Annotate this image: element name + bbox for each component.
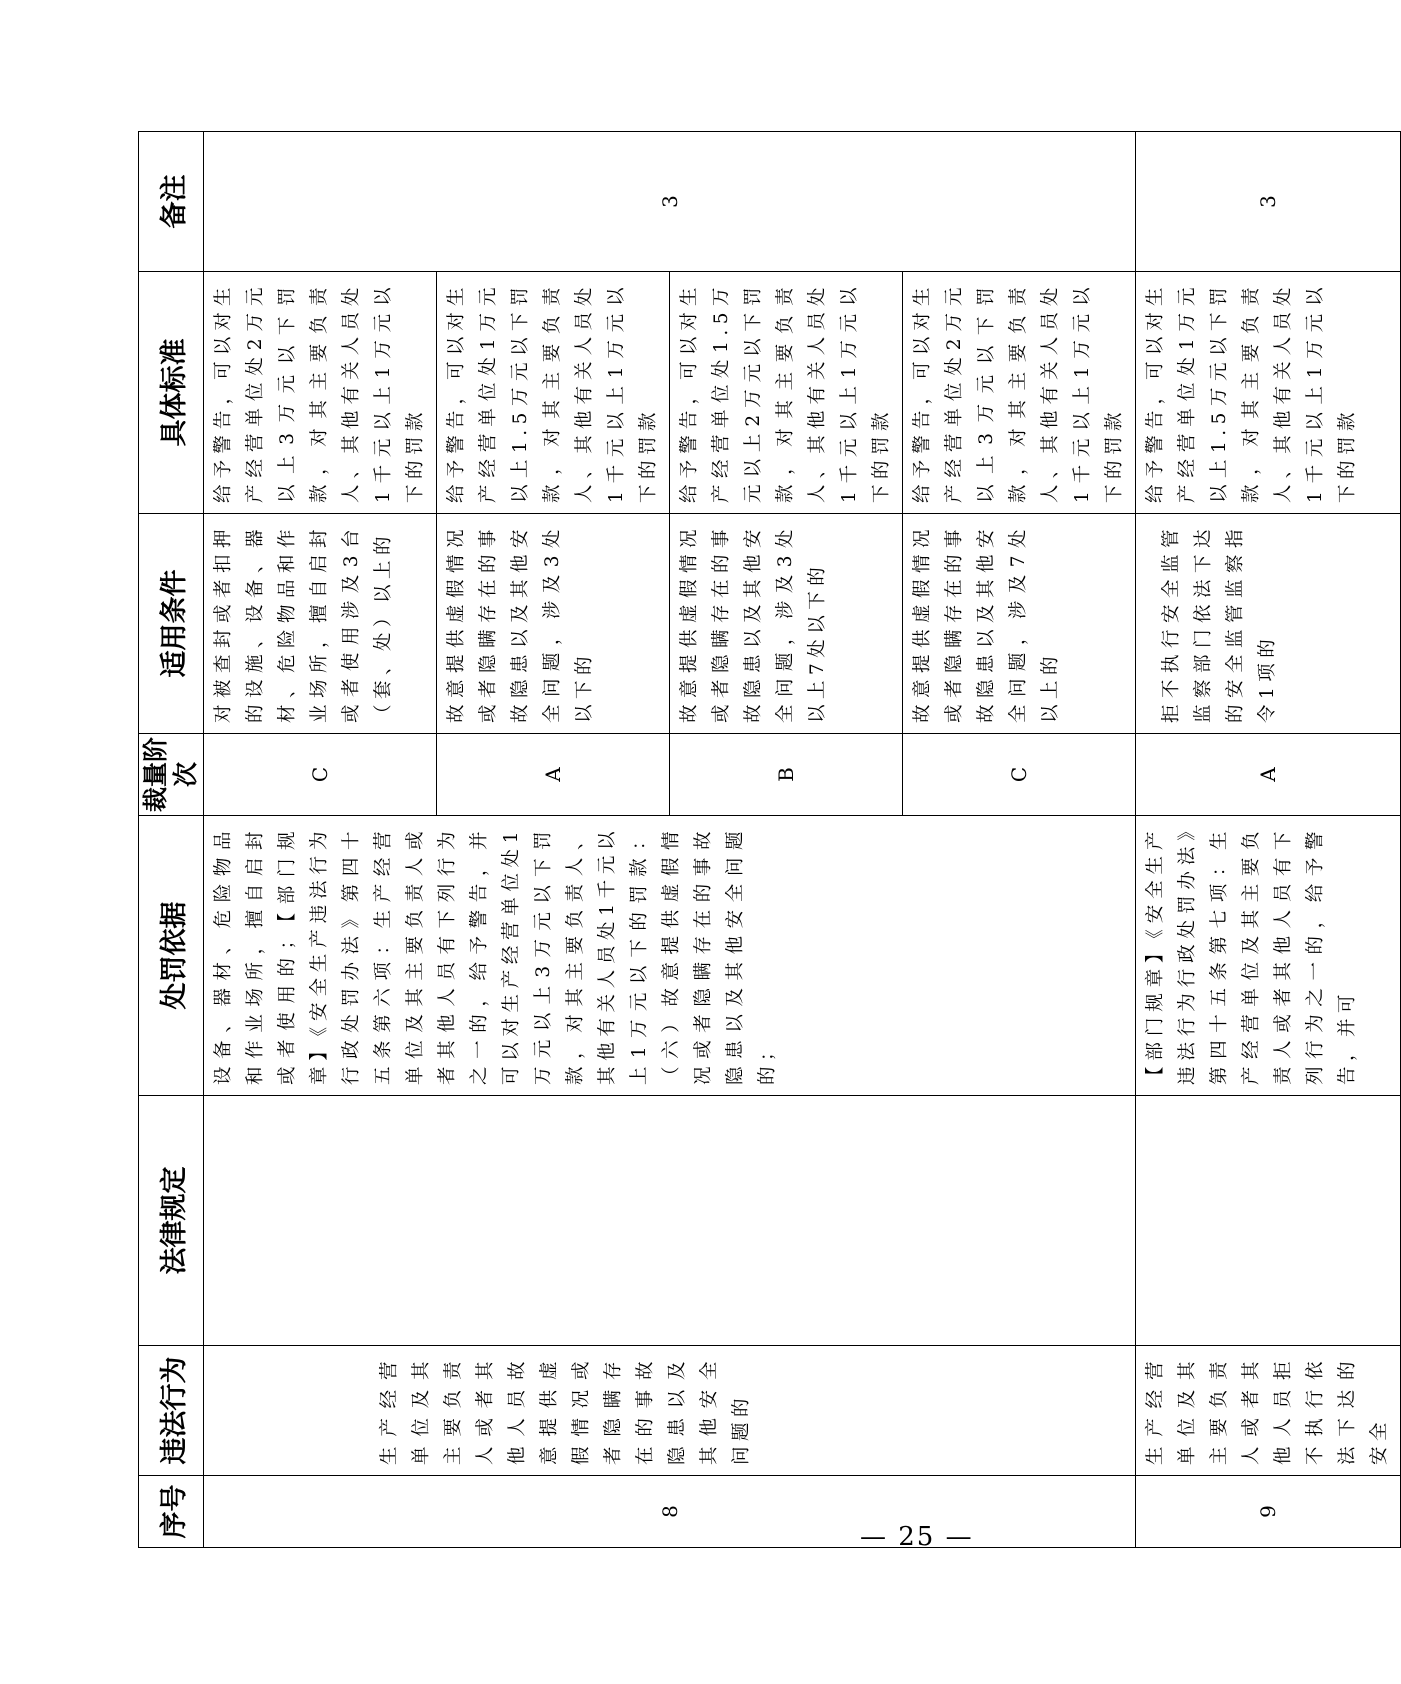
header-act: 违法行为 bbox=[139, 1346, 204, 1476]
rotated-table-container bbox=[138, 132, 1390, 1548]
header-row bbox=[139, 132, 204, 1548]
row-law bbox=[204, 1096, 1136, 1346]
tier-condition: 故意提供虚假情况或者隐瞒存在的事故隐患以及其他安全问题，涉及3处以上7处以下的 bbox=[669, 514, 902, 733]
header-std: 具体标准 bbox=[139, 272, 204, 514]
table-row bbox=[1136, 132, 1401, 1548]
row-cond-cell bbox=[204, 514, 1136, 734]
row-basis: 设备、器材、危险物品和作业场所，擅自启封或者使用的；【部门规章】《安全生产违法行为行政处罚办法》第四十五条第六项：生产经营单位及其主要负责人或者其他人员有下列行为之一的，给予警告，并可以对生产经营单位处1万元以上3万元以下罚款，对其主要负责人、其他有关人员处1千元以上1万元以下的罚款：（六）故意提供虚假情况或者隐瞒存在的事故隐患以及其他安全问题的； bbox=[213, 826, 778, 1085]
page-number: — 25 — bbox=[860, 1522, 974, 1552]
tier-level: A bbox=[1136, 734, 1401, 816]
row-act-cell bbox=[1136, 1346, 1401, 1476]
table-row bbox=[204, 132, 1136, 1548]
row-act-cell bbox=[204, 1346, 1136, 1476]
row-act: 生产经营单位及其主要负责人或者其他人员故意提供虚假情况或者隐瞒存在的事故隐患以及其他安全问题的 bbox=[379, 1356, 752, 1465]
tier-standard: 给予警告，可以对生产经营单位处2万元以上3万元以下罚款，对其主要负责人、其他有关人员处1千元以上1万元以下的罚款 bbox=[902, 272, 1135, 513]
header-cond: 适用条件 bbox=[139, 514, 204, 734]
tier-standard: 给予警告，可以对生产经营单位处1万元以上1.5万元以下罚款，对其主要负责人、其他有关人员处1千元以上1万元以下的罚款 bbox=[436, 272, 669, 513]
row-cond-cell bbox=[1136, 514, 1401, 734]
tier-standard: 给予警告，可以对生产经营单位处1.5万元以上2万元以下罚款，对其主要负责人、其他有关人员处1千元以上1万元以下的罚款 bbox=[669, 272, 902, 513]
tier-condition: 故意提供虚假情况或者隐瞒存在的事故隐患以及其他安全问题，涉及3处以下的 bbox=[436, 514, 669, 733]
row-std-cell bbox=[204, 272, 1136, 514]
row-note: 3 bbox=[1136, 132, 1401, 272]
header-seq: 序号 bbox=[139, 1476, 204, 1548]
row-basis-cell bbox=[1136, 816, 1401, 1096]
tier-condition: 故意提供虚假情况或者隐瞒存在的事故隐患以及其他安全问题，涉及7处以上的 bbox=[902, 514, 1135, 733]
tier-level: B bbox=[669, 734, 902, 815]
header-note: 备注 bbox=[139, 132, 204, 272]
tier-level: C bbox=[308, 766, 332, 783]
row-seq: 8 bbox=[204, 1476, 1136, 1548]
row-basis-cell bbox=[204, 816, 1136, 1096]
header-level: 裁量阶次 bbox=[139, 734, 204, 816]
tier-condition: 拒不执行安全监管监察部门依法下达的安全监管监察指令1项的 bbox=[1161, 524, 1278, 723]
row-note: 3 bbox=[204, 132, 1136, 272]
row-seq: 9 bbox=[1136, 1476, 1401, 1548]
tier-standard: 给予警告，可以对生产经营单位处2万元以上3万元以下罚款，对其主要负责人、其他有关人员处1千元以上1万元以下的罚款 bbox=[213, 282, 426, 503]
row-basis: 【部门规章】《安全生产违法行为行政处罚办法》第四十五条第七项：生产经营单位及其主要负责人或者其他人员有下列行为之一的，给予警告，并可 bbox=[1145, 826, 1358, 1085]
tier-standard: 给予警告，可以对生产经营单位处1万元以上1.5万元以下罚款，对其主要负责人、其他有关人员处1千元以上1万元以下的罚款 bbox=[1145, 282, 1358, 503]
row-std-cell bbox=[1136, 272, 1401, 514]
tier-level: A bbox=[436, 734, 669, 815]
tier-condition: 对被查封或者扣押的设施、设备、器材、危险物品和作业场所，擅自启封或者使用涉及3台（套、处）以上的 bbox=[213, 524, 394, 723]
row-act: 生产经营单位及其主要负责人或者其他人员拒不执行依法下达的安全 bbox=[1145, 1356, 1390, 1465]
penalty-discretion-table bbox=[138, 131, 1401, 1548]
row-law bbox=[1136, 1096, 1401, 1346]
tier-level: C bbox=[902, 734, 1135, 815]
header-basis: 处罚依据 bbox=[139, 816, 204, 1096]
row-level-cell bbox=[204, 734, 1136, 816]
header-law: 法律规定 bbox=[139, 1096, 204, 1346]
